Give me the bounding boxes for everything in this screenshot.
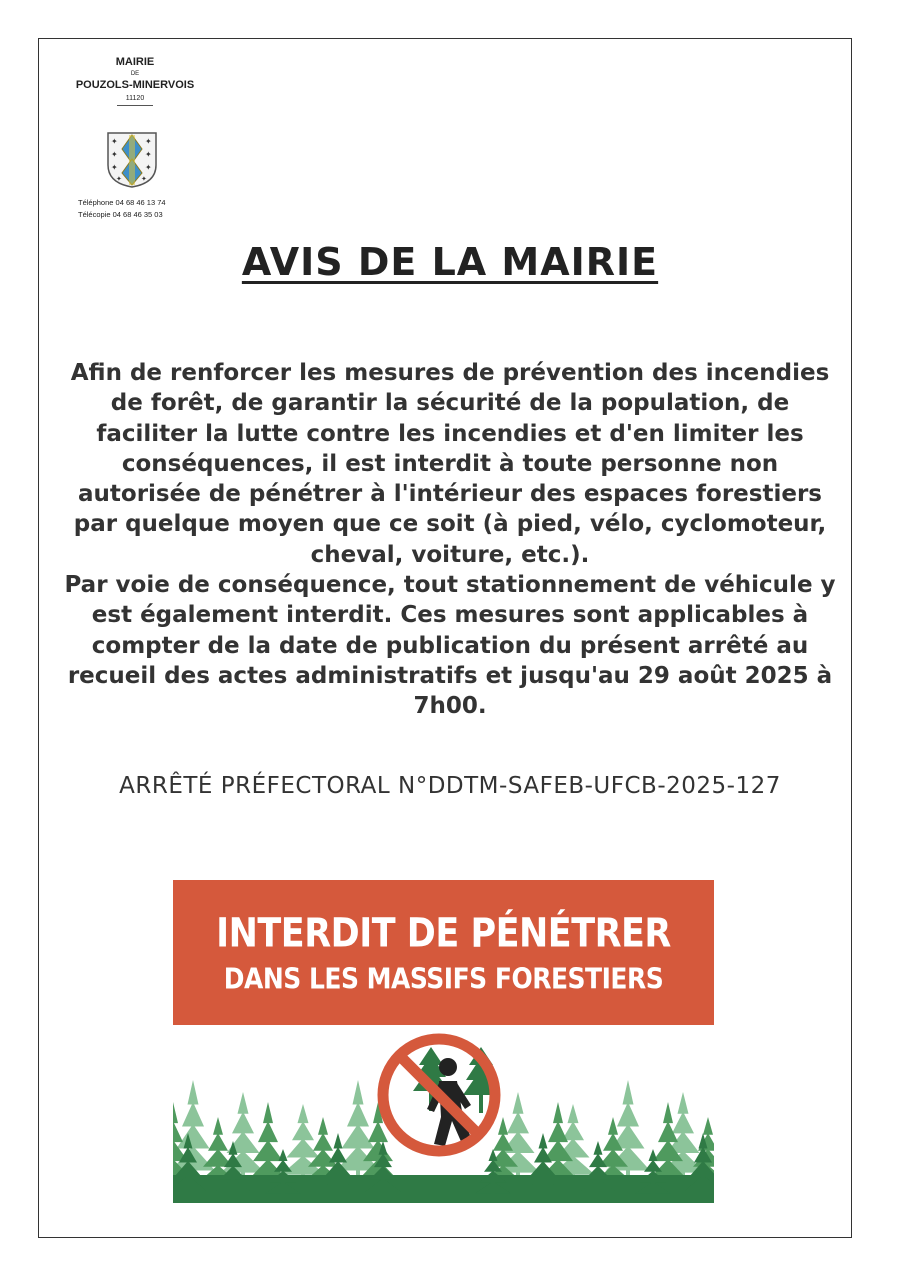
fax-number: Télécopie 04 68 46 35 03 [78, 210, 163, 219]
notice-body [60, 358, 840, 722]
sign-line-2: DANS LES MASSIFS FORESTIERS [223, 961, 664, 996]
letterhead-postal-code: 11120 [125, 95, 145, 102]
letterhead-contacts [78, 197, 166, 221]
letterhead-rule [117, 105, 153, 106]
coat-of-arms-icon [106, 131, 158, 189]
letterhead-town: POUZOLS-MINERVOIS [75, 79, 195, 91]
letterhead [70, 56, 200, 106]
svg-text:✦: ✦ [145, 150, 152, 159]
svg-text:✦: ✦ [116, 175, 122, 183]
page-title-text: AVIS DE LA MAIRIE [241, 240, 659, 284]
sign-banner [173, 880, 714, 1025]
page-title [0, 240, 900, 284]
telephone-number: Téléphone 04 68 46 13 74 [78, 198, 166, 207]
letterhead-de: DE [130, 71, 140, 77]
no-pedestrian-icon [378, 1034, 500, 1156]
notice-paragraph-2: Par voie de conséquence, tout stationnement de véhicule y est également interdit. Ces mesures sont applicables à compter de la date de publication du présent arrêté au recueil des actes administratifs et jusqu'au 29 août 2025 à 7h00. [64, 572, 836, 720]
forest-illustration [173, 1025, 714, 1203]
forest-ground [173, 1175, 714, 1203]
svg-text:✦: ✦ [111, 163, 118, 172]
svg-text:✦: ✦ [145, 163, 152, 172]
forest-ban-sign [173, 880, 714, 1203]
letterhead-mairie: MAIRIE [115, 56, 155, 68]
notice-paragraph-1: Afin de renforcer les mesures de prévention des incendies de forêt, de garantir la sécurité de la population, de faciliter la lutte contre les incendies et d'en limiter les conséquences, il est interdit à toute personne non autorisée de pénétrer à l'intérieur des espaces forestiers par quelque moyen que ce soit (à pied, vélo, cyclomoteur, cheval, voiture, etc.). [70, 360, 830, 568]
svg-text:✦: ✦ [111, 137, 118, 146]
arrete-reference: ARRÊTÉ PRÉFECTORAL N°DDTM-SAFEB-UFCB-2025-127 [119, 773, 781, 799]
sign-line-1: INTERDIT DE PÉNÉTRER [216, 911, 671, 957]
svg-text:✦: ✦ [141, 175, 147, 183]
svg-text:✦: ✦ [111, 150, 118, 159]
svg-text:✦: ✦ [145, 137, 152, 146]
